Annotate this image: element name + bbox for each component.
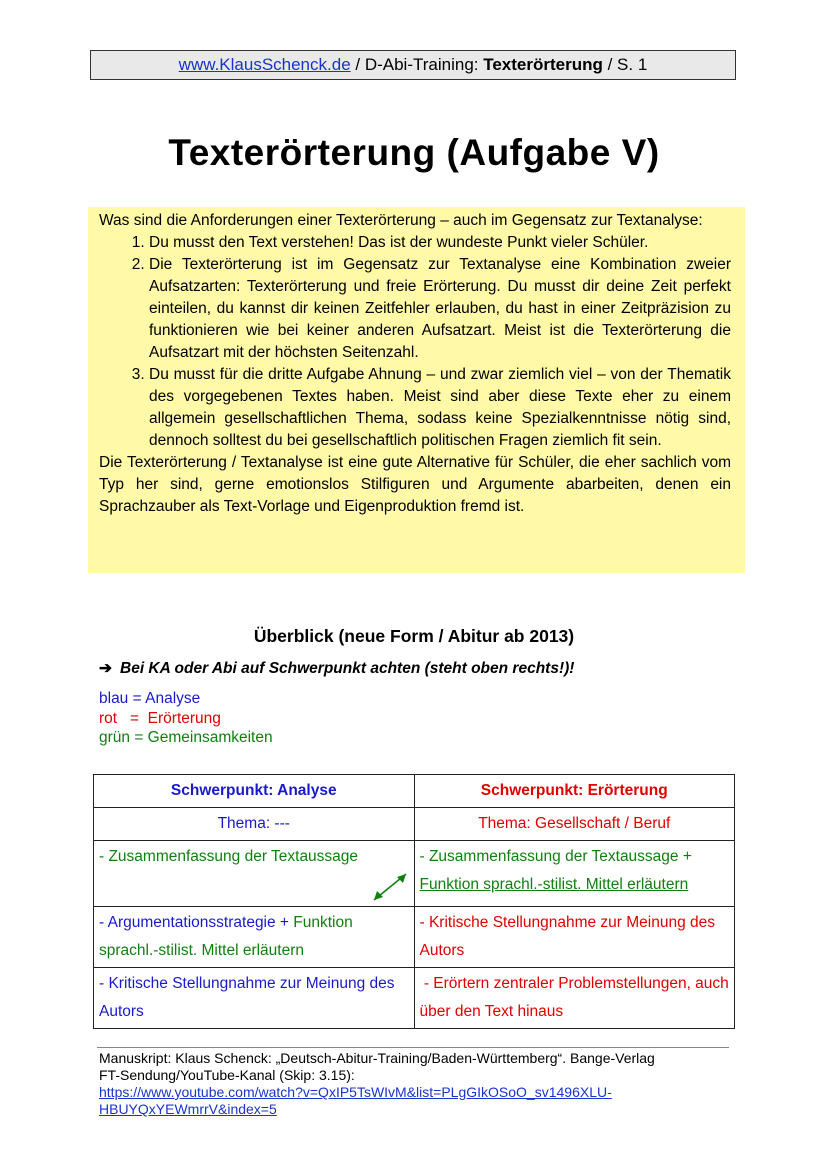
page-header — [90, 50, 736, 80]
right-arrow-icon: ➔ — [99, 660, 112, 677]
table-row — [94, 775, 735, 808]
header-prefix: / D-Abi-Training: — [350, 55, 484, 74]
function-text: Funktion sprachl.-stilist. Mittel erläutern — [419, 876, 689, 893]
theme-analysis: Thema: --- — [94, 808, 415, 841]
double-arrow-icon — [370, 870, 410, 904]
cell-critique-analysis: - Kritische Stellungnahme zur Meinung des Autors — [94, 968, 415, 1029]
overview-heading: Überblick (neue Form / Abitur ab 2013) — [253, 626, 575, 646]
cell-problems: - Erörtern zentraler Problemstellungen, auch über den Text hinaus — [414, 968, 735, 1029]
requirements-box — [88, 207, 745, 573]
strategy-text: - Argumentationsstrategie + — [99, 914, 294, 931]
footer-divider — [97, 1047, 729, 1048]
list-item: 1. Du musst den Text verstehen! Das ist der wundeste Punkt vieler Schüler. — [149, 232, 731, 254]
cell-critique-discussion: - Kritische Stellungnahme zur Meinung des Autors — [414, 907, 735, 968]
overview-table — [93, 774, 735, 1029]
cell-summary-discussion — [414, 841, 735, 907]
table-row — [94, 968, 735, 1029]
column-header-discussion: Schwerpunkt: Erörterung — [414, 775, 735, 808]
website-link[interactable]: www.KlausSchenck.de — [178, 55, 351, 74]
summary-text: - Zusammenfassung der Textaussage + — [419, 848, 692, 865]
legend-analysis: blau = Analyse — [99, 690, 201, 707]
function-label: Funktion — [293, 914, 353, 931]
intro-question: Was sind die Anforderungen einer Texterörterung – auch im Gegensatz zur Textanalyse: — [99, 212, 703, 229]
footer-manuscript: Manuskript: Klaus Schenck: „Deutsch-Abitur-Training/Baden-Württemberg“. Bange-Verlag — [99, 1050, 655, 1066]
list-item: 2. Die Texterörterung ist im Gegensatz zur Textanalyse eine Kombination zweier Aufsatzarten: Texterörterung und freie Erörterung. Du musst dir deine Zeit perfekt einteilen, du kannst dir keinen Zeitfehler erlauben, du hast in einer Zeitpräzision zu funktionieren wie bei keiner anderen Aufsatzart. Meist ist die Texterörterung die Aufsatzart mit der höchsten Seitenzahl. — [149, 254, 731, 364]
theme-discussion: Thema: Gesellschaft / Beruf — [414, 808, 735, 841]
column-header-analysis: Schwerpunkt: Analyse — [94, 775, 415, 808]
hint-line — [99, 659, 574, 678]
requirements-list — [99, 232, 731, 452]
table-row — [94, 907, 735, 968]
page-footer — [99, 1050, 655, 1118]
hint-text: Bei KA oder Abi auf Schwerpunkt achten (steht oben rechts!)! — [120, 660, 575, 677]
table-row — [94, 808, 735, 841]
color-legend — [99, 689, 273, 748]
cell-summary-analysis: - Zusammenfassung der Textaussage — [94, 841, 415, 907]
legend-common: grün = Gemeinsamkeiten — [99, 729, 273, 746]
page-title: Texterörterung (Aufgabe V) — [168, 132, 660, 173]
function-detail: sprachl.-stilist. Mittel erläutern — [99, 942, 305, 959]
table-row — [94, 841, 735, 907]
list-item: 3. Du musst für die dritte Aufgabe Ahnung – und zwar ziemlich viel – von der Thematik des vorgegebenen Textes haben. Meist sind aber diese Texte eher zu einem allgemein gesellschaftlichen Thema, sodass keine Spezialkenntnisse nötig sind, dennoch solltest du bei gesellschaftlich politischen Fragen ziemlich fit sein. — [149, 364, 731, 452]
header-topic: Texterörterung — [483, 55, 603, 74]
intro-conclusion: Die Texterörterung / Textanalyse ist eine gute Alternative für Schüler, die eher sachlich vom Typ her sind, gerne emotionslos Stilfiguren und Argumente abarbeiten, denen ein Sprachzauber als Text-Vorlage und Eigenproduktion fremd ist. — [99, 454, 731, 515]
header-page: / S. 1 — [602, 55, 648, 74]
legend-discussion: rot = Erörterung — [99, 709, 221, 727]
footer-broadcast: FT-Sendung/YouTube-Kanal (Skip: 3.15): — [99, 1067, 355, 1083]
youtube-link[interactable]: https://www.youtube.com/watch?v=QxIP5TsWIvM&list=PLgGIkOSoO_sv1496XLU- HBUYQxYEWmrrV&index=5 — [99, 1084, 612, 1117]
cell-strategy — [94, 907, 415, 968]
